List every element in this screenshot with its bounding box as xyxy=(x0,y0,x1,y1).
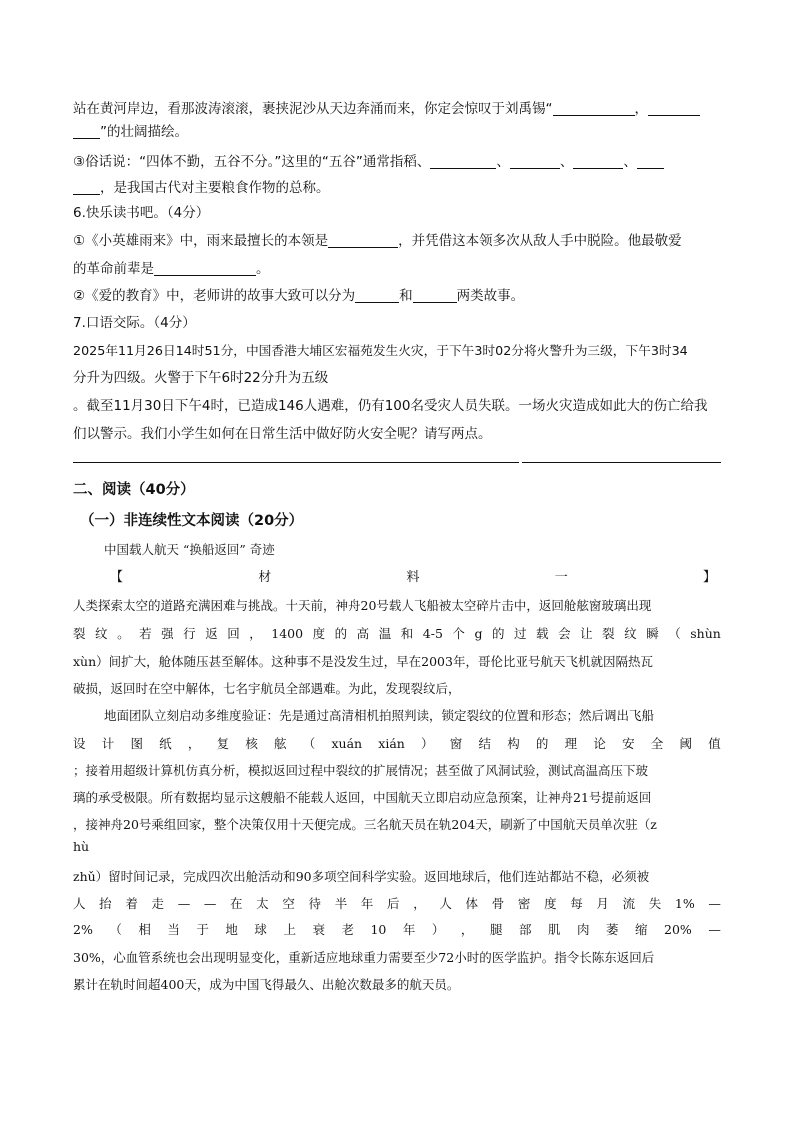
material-line-justified xyxy=(73,894,721,914)
glyph: 设 xyxy=(73,736,86,751)
glyph: 于 xyxy=(196,922,209,937)
glyph: ， xyxy=(249,626,262,641)
glyph: 年 xyxy=(360,896,374,911)
glyph: 值 xyxy=(708,736,721,751)
glyph: 载 xyxy=(536,626,549,641)
glyph: （ xyxy=(109,922,122,937)
material-line: hù xyxy=(73,839,90,854)
material-char: 材 xyxy=(258,570,272,585)
blank[interactable] xyxy=(328,233,398,248)
blank[interactable] xyxy=(355,288,399,303)
glyph: ） xyxy=(421,736,434,751)
material-one-heading xyxy=(110,568,716,588)
glyph: 窗 xyxy=(449,736,463,751)
glyph: 当 xyxy=(167,922,180,937)
glyph: 失 xyxy=(648,896,662,911)
glyph: 抬 xyxy=(99,896,112,911)
material-line: 人类探索太空的道路充满困难与挑战。十天前，神舟20号载人飞船被太空碎片击中，返回舱舷窗玻璃出现 xyxy=(73,598,652,613)
glyph: 上 xyxy=(283,922,296,937)
q5-comma: ， xyxy=(634,101,648,117)
glyph: ， xyxy=(460,922,474,937)
glyph: 纹 xyxy=(624,626,637,641)
answer-line[interactable] xyxy=(73,462,519,463)
glyph: 在 xyxy=(230,896,243,911)
material-line: 破损，返回时在空中解体，七名宇航员全部遇难。为此，发现裂纹后， xyxy=(73,681,461,696)
glyph: 裂 xyxy=(73,626,86,641)
glyph: ， xyxy=(187,736,201,751)
q5-text: ”的壮阔描绘。 xyxy=(100,124,188,140)
glyph: 若 xyxy=(139,626,152,641)
material-char: 一 xyxy=(554,570,568,585)
glyph: 老 xyxy=(341,922,354,937)
material-bracket-open: 【 xyxy=(110,570,124,585)
q7-para-line: 2025年11月26日14时51分，中国香港大埔区宏福苑发生火灾，于下午3时02分将火警升为三级，下午3时34 xyxy=(73,343,688,358)
glyph: shùn xyxy=(690,626,721,641)
glyph: 核 xyxy=(245,736,258,751)
q7-title: 7.口语交际。（4分） xyxy=(73,315,196,331)
glyph: ） xyxy=(431,922,445,937)
q5-line-2 xyxy=(73,122,721,142)
glyph: 度 xyxy=(312,626,326,641)
glyph: 瞬 xyxy=(646,626,659,641)
material-line: 地面团队立刻启动多维度验证：先是通过高清相机拍照判读，锁定裂纹的位置和形态；然后调出飞船 xyxy=(104,708,655,723)
glyph: ， xyxy=(413,896,426,911)
glyph: 结 xyxy=(478,736,491,751)
sep: 、 xyxy=(559,154,574,170)
glyph: g xyxy=(474,626,483,641)
glyph: 1400 xyxy=(271,626,304,641)
glyph: 萎 xyxy=(606,922,619,937)
q7-para-line: 们以警示。我们小学生如何在日常生活中做好防火安全呢？请写两点。 xyxy=(73,426,492,442)
glyph: 相 xyxy=(138,922,151,937)
glyph: （ xyxy=(668,626,681,641)
glyph: 人 xyxy=(439,896,452,911)
glyph: 走 xyxy=(151,896,165,911)
material-char: 料 xyxy=(406,570,420,585)
glyph: 行 xyxy=(183,626,196,641)
glyph: 复 xyxy=(216,736,230,751)
glyph: 缩 xyxy=(635,922,648,937)
q6-line-1 xyxy=(73,231,721,251)
glyph: 论 xyxy=(593,736,606,751)
glyph: xuán xyxy=(331,736,363,751)
glyph: 人 xyxy=(73,896,86,911)
glyph: 返 xyxy=(205,626,218,641)
material-line: 30%，心血管系统也会出现明显变化，重新适应地球重力需要至少72小时的医学监护。指令长陈东返回后 xyxy=(73,950,655,965)
glyph: 过 xyxy=(514,626,527,641)
glyph: 个 xyxy=(452,626,465,641)
glyph: — xyxy=(177,896,191,911)
glyph: — xyxy=(708,896,721,911)
blank[interactable] xyxy=(73,124,100,139)
material-line-justified xyxy=(73,624,721,644)
glyph: 的 xyxy=(334,626,348,641)
sep: 、 xyxy=(496,154,510,170)
glyph: 1% xyxy=(674,896,695,911)
glyph: 2% xyxy=(73,922,93,937)
glyph: xián xyxy=(378,736,405,751)
glyph: 骨 xyxy=(491,896,505,911)
glyph: 纹 xyxy=(95,626,108,641)
glyph: （ xyxy=(302,736,316,751)
glyph: 度 xyxy=(544,896,557,911)
glyph: 让 xyxy=(580,626,593,641)
q6-text: 的革命前辈是 xyxy=(73,261,154,277)
blank[interactable] xyxy=(510,154,560,169)
blank[interactable] xyxy=(73,180,100,195)
material-line: ；接着用超级计算机仿真分析，模拟返回过程中裂纹的扩展情况；甚至做了风洞试验，测试高温高压下玻 xyxy=(73,763,649,778)
q5-3-line-2 xyxy=(73,178,721,198)
material-line-justified xyxy=(73,734,721,754)
glyph: 腿 xyxy=(489,922,503,937)
glyph: 温 xyxy=(378,626,392,641)
glyph: 空 xyxy=(282,896,295,911)
glyph: 体 xyxy=(465,896,479,911)
q5-3-text: ，是我国古代对主要粮食作物的总称。 xyxy=(100,180,330,196)
material-bracket-close: 】 xyxy=(702,570,716,585)
glyph: 月 xyxy=(596,896,609,911)
glyph: 10 xyxy=(370,922,387,937)
q6-text: 和 xyxy=(399,288,413,304)
glyph: 裂 xyxy=(602,626,615,641)
q5-3-text: ③俗话说：“四体不勤，五谷不分。”这里的“五谷”通常指稻、 xyxy=(73,154,431,170)
material-line: 累计在轨时间超400天，成为中国飞得最久、出舱次数最多的航天员。 xyxy=(73,977,460,992)
glyph: 纸 xyxy=(159,736,172,751)
subsection-1-title: （一）非连续性文本阅读（20分） xyxy=(80,513,304,529)
glyph: 强 xyxy=(161,626,174,641)
glyph: 球 xyxy=(254,922,267,937)
glyph: — xyxy=(708,922,721,937)
glyph: 流 xyxy=(622,896,636,911)
material-line: xùn）间扩大，舱体随压甚至解体。这种事不是没发生过，早在2003年，哥伦比亚号航天飞机就因隔热瓦 xyxy=(73,654,653,669)
glyph: — xyxy=(203,896,217,911)
glyph: 密 xyxy=(517,896,531,911)
glyph: 每 xyxy=(570,896,583,911)
blank[interactable] xyxy=(430,154,496,169)
glyph: 部 xyxy=(518,922,532,937)
q6-text: 。 xyxy=(256,261,270,277)
glyph: 20% xyxy=(664,922,692,937)
glyph: 安 xyxy=(622,736,635,751)
blank[interactable] xyxy=(553,101,635,116)
q6-text: ①《小英雄雨来》中，雨来最擅长的本领是 xyxy=(73,233,329,249)
section-2-title: 二、阅读（40分） xyxy=(73,482,195,498)
q6-line-3 xyxy=(73,286,721,306)
glyph: 着 xyxy=(125,896,138,911)
q5-3-line-1 xyxy=(73,152,721,172)
glyph: 构 xyxy=(507,736,520,751)
blank[interactable] xyxy=(573,154,623,169)
material-line: zhǔ）留时间记录，完成四次出舱活动和90多项空间科学实验。返回地球后，他们连站都站不稳，必须被 xyxy=(73,869,650,884)
glyph: 高 xyxy=(356,626,370,641)
blank[interactable] xyxy=(637,154,664,169)
blank[interactable] xyxy=(413,288,457,303)
article-title: 中国载人航天 “换船返回” 奇迹 xyxy=(104,542,275,557)
q6-text: ②《爱的教育》中，老师讲的故事大致可以分为 xyxy=(73,288,356,304)
q6-text: 两类故事。 xyxy=(456,288,525,304)
glyph: 。 xyxy=(117,626,130,641)
answer-line[interactable] xyxy=(522,462,721,463)
q7-para-line: 。截至11月30日下午4时，已造成146人遇难，仍有100名受灾人员失联。一场火灾造成如此大的伤亡给我 xyxy=(73,398,708,414)
glyph: 后 xyxy=(387,896,400,911)
q5-line-1 xyxy=(73,99,721,119)
material-line: ，接神舟20号乘组回家，整个决策仅用十天便完成。三名航天员在轨204天，刷新了中国航天员单次驻（z xyxy=(73,817,657,832)
blank[interactable] xyxy=(648,101,700,116)
glyph: 计 xyxy=(101,736,115,751)
material-line: 璃的承受极限。所有数据均显示这艘船不能载人返回，中国航天立即启动应急预案，让神舟21号提前返回 xyxy=(73,790,652,805)
q6-text: ，并凭借这本领多次从敌人手中脱险。他最敬爱 xyxy=(398,233,682,249)
sep: 、 xyxy=(623,154,637,170)
glyph: 肉 xyxy=(576,922,590,937)
glyph: 的 xyxy=(491,626,505,641)
glyph: 图 xyxy=(130,736,143,751)
glyph: 太 xyxy=(256,896,269,911)
glyph: 理 xyxy=(564,736,578,751)
glyph: 地 xyxy=(225,922,238,937)
blank[interactable] xyxy=(154,261,256,276)
glyph: 的 xyxy=(535,736,549,751)
glyph: 全 xyxy=(650,736,664,751)
glyph: 4-5 xyxy=(422,626,443,641)
glyph: 回 xyxy=(227,626,240,641)
q6-line-2 xyxy=(73,259,721,279)
q7-para-line: 分升为四级。火警于下午6时22分升为五级 xyxy=(73,370,329,386)
glyph: 舷 xyxy=(274,736,287,751)
glyph: 年 xyxy=(402,922,416,937)
glyph: 和 xyxy=(400,626,414,641)
q6-title: 6.快乐读书吧。（4分） xyxy=(73,205,210,221)
material-line-justified xyxy=(73,920,721,940)
glyph: 待 xyxy=(308,896,322,911)
glyph: 衰 xyxy=(312,922,325,937)
q5-text: 站在黄河岸边，看那波涛滚滚，裹挟泥沙从天边奔涌而来，你定会惊叹于刘禹锡“ xyxy=(73,101,553,117)
glyph: 半 xyxy=(334,896,348,911)
glyph: 肌 xyxy=(547,922,561,937)
glyph: 会 xyxy=(558,626,571,641)
glyph: 阈 xyxy=(679,736,693,751)
